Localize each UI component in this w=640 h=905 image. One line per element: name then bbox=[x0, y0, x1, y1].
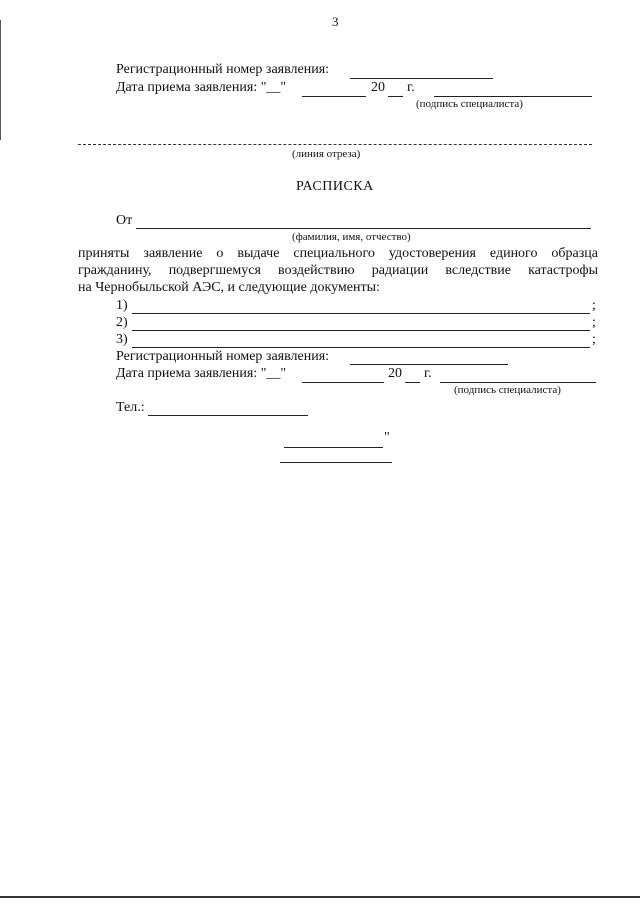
document-item-3-field[interactable] bbox=[132, 347, 590, 348]
receipt-year-prefix: 20 bbox=[388, 366, 402, 381]
paragraph-line-1: приняты заявление о выдаче специального удостоверения единого образца bbox=[78, 246, 598, 261]
top-year-field[interactable] bbox=[388, 96, 403, 97]
receipt-date-month-field[interactable] bbox=[302, 382, 384, 383]
document-item-1-field[interactable] bbox=[132, 313, 590, 314]
applicant-name-field[interactable] bbox=[136, 228, 591, 229]
receipt-signature-caption: (подпись специалиста) bbox=[454, 384, 561, 396]
closing-quote-mark: " bbox=[384, 430, 390, 445]
top-date-month-field[interactable] bbox=[302, 96, 366, 97]
page-number: 3 bbox=[332, 14, 339, 29]
cut-line bbox=[78, 144, 592, 145]
top-year-prefix: 20 bbox=[371, 80, 385, 95]
receipt-signature-field[interactable] bbox=[440, 382, 596, 383]
top-reg-label: Регистрационный номер заявления: bbox=[116, 62, 330, 77]
top-signature-caption: (подпись специалиста) bbox=[416, 98, 523, 110]
phone-label: Тел.: bbox=[116, 400, 145, 415]
phone-field[interactable] bbox=[148, 415, 308, 416]
closing-line-2 bbox=[280, 462, 392, 463]
receipt-paragraph bbox=[78, 245, 598, 296]
receipt-reg-label: Регистрационный номер заявления: bbox=[116, 349, 330, 364]
applicant-name-caption: (фамилия, имя, отчество) bbox=[292, 231, 411, 243]
top-signature-field[interactable] bbox=[434, 96, 592, 97]
top-date-label: Дата приема заявления: "__" bbox=[116, 80, 287, 95]
receipt-date-label: Дата приема заявления: "__" bbox=[116, 366, 287, 381]
from-label: От bbox=[116, 213, 133, 228]
scan-left-edge bbox=[0, 20, 1, 140]
receipt-year-field[interactable] bbox=[405, 382, 420, 383]
receipt-year-suffix: г. bbox=[424, 366, 432, 381]
receipt-title: РАСПИСКА bbox=[296, 179, 374, 194]
cut-line-caption: (линия отреза) bbox=[292, 148, 361, 160]
paragraph-line-2: гражданину, подвергшемуся воздействию радиации вследствие катастрофы bbox=[78, 263, 598, 278]
document-item-2-end: ; bbox=[592, 315, 596, 330]
receipt-reg-number-field[interactable] bbox=[350, 364, 508, 365]
document-item-3-end: ; bbox=[592, 332, 596, 347]
document-item-1-end: ; bbox=[592, 298, 596, 313]
top-year-suffix: г. bbox=[407, 80, 415, 95]
scan-bottom-edge bbox=[0, 896, 640, 898]
top-reg-number-field[interactable] bbox=[350, 78, 493, 79]
document-item-2-number: 2) bbox=[116, 315, 128, 330]
paragraph-line-3: на Чернобыльской АЭС, и следующие документы: bbox=[78, 280, 380, 295]
document-item-2-field[interactable] bbox=[132, 330, 590, 331]
document-item-1-number: 1) bbox=[116, 298, 128, 313]
document-item-3-number: 3) bbox=[116, 332, 128, 347]
closing-line-1 bbox=[284, 447, 383, 448]
